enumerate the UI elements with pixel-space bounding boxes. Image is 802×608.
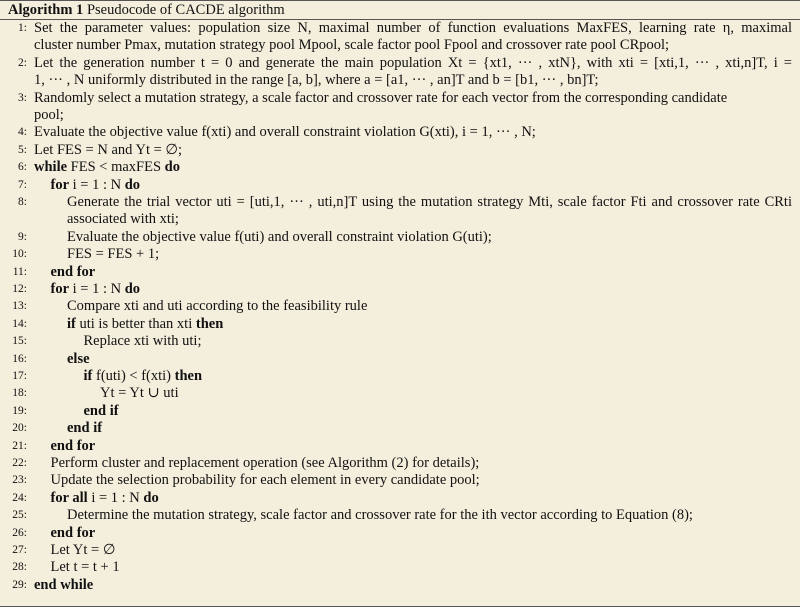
statement-text: i = 1 : N [72, 176, 122, 193]
line-number: 2: [18, 56, 27, 69]
line-number: 21: [12, 439, 27, 452]
line-content [51, 281, 793, 298]
keyword: then [174, 368, 203, 384]
line-content [51, 542, 793, 559]
line-content [67, 316, 792, 333]
statement-text: 1, ··· , N uniformly distributed in the range [a, b], where a = [a1, ··· , an]T and b = [b1, ··· , bn]T; [34, 72, 599, 89]
algorithm-caption: Pseudocode of CACDE algorithm [86, 2, 285, 18]
statement-text: i = 1 : N [91, 489, 140, 506]
line-number: 24: [12, 491, 27, 504]
pseudocode-line [0, 420, 800, 437]
statement-text: Compare xti and uti according to the feasibility rule [67, 298, 368, 315]
line-number: 7: [18, 178, 27, 191]
line-content [34, 37, 792, 54]
statement-text: pool; [34, 107, 64, 123]
line-content [67, 420, 792, 437]
keyword: for all [50, 489, 88, 506]
line-number: 29: [12, 578, 27, 591]
line-number: 18: [12, 387, 27, 400]
keyword: do [143, 489, 159, 506]
pseudocode-line [0, 55, 800, 72]
algorithm-label: Algorithm 1 [8, 2, 84, 18]
pseudocode-line [0, 316, 800, 333]
keyword: while [34, 159, 68, 176]
pseudocode-line [0, 211, 800, 228]
pseudocode-line [0, 577, 800, 594]
pseudocode-line [0, 229, 800, 246]
line-number: 26: [12, 526, 27, 539]
line-content [34, 124, 792, 141]
line-number: 19: [12, 404, 27, 417]
line-content [51, 177, 793, 194]
keyword: end if [67, 420, 103, 437]
line-content [51, 264, 793, 281]
keyword: do [124, 281, 141, 297]
line-content [67, 351, 792, 368]
keyword: do [164, 159, 180, 176]
line-number: 23: [12, 474, 27, 487]
keyword: end while [34, 576, 94, 593]
line-content [34, 142, 792, 159]
line-content [34, 90, 792, 107]
statement-text: Let Yt = ∅ [50, 542, 116, 558]
statement-text: Randomly select a mutation strategy, a scale factor and crossover rate for each vector from the corresponding candidate [34, 89, 728, 106]
pseudocode-line [0, 142, 800, 159]
pseudocode-line [0, 194, 800, 211]
line-number: 17: [12, 370, 27, 382]
pseudocode-line [0, 333, 800, 350]
line-content [34, 72, 792, 89]
line-number: 10: [12, 248, 27, 261]
pseudocode-line [0, 159, 800, 176]
keyword: end if [83, 402, 119, 419]
line-content [67, 298, 792, 315]
statement-text: Replace xti with uti; [83, 333, 202, 350]
line-content [51, 455, 793, 472]
statement-text: Let t = t + 1 [50, 559, 120, 576]
pseudocode-line [0, 124, 800, 141]
pseudocode-line [0, 472, 800, 489]
statement-text: uti is better than xti [79, 315, 193, 332]
pseudocode-line [0, 37, 800, 54]
keyword: end for [50, 263, 96, 280]
pseudocode-line [0, 542, 800, 559]
line-number: 13: [12, 300, 27, 313]
line-content [34, 107, 792, 124]
statement-text: Determine the mutation strategy, scale factor and crossover rate for the ith vector according to Equation (8); [67, 507, 693, 524]
line-number: 3: [18, 91, 27, 104]
line-content [67, 211, 792, 228]
line-content [51, 490, 793, 507]
line-content [34, 577, 792, 594]
keyword: for [50, 281, 70, 297]
line-number: 20: [12, 422, 27, 435]
algorithm-title [8, 2, 285, 19]
line-number: 9: [18, 230, 27, 243]
pseudocode-line [0, 403, 800, 420]
line-number: 8: [18, 196, 27, 208]
pseudocode-line [0, 246, 800, 263]
statement-text: Evaluate the objective value f(uti) and overall constraint violation G(uti); [67, 228, 492, 245]
line-number: 27: [12, 544, 27, 556]
pseudocode-line [0, 264, 800, 281]
line-content [67, 194, 792, 211]
keyword: then [195, 315, 224, 332]
line-number: 4: [18, 126, 27, 139]
statement-text: associated with xti; [67, 211, 179, 228]
statement-text: Yt = Yt ∪ uti [100, 385, 179, 402]
statement-text: Let the generation number t = 0 and generate the main population Xt = {xt1, ··· , xtN}, with xti = [xti,1, ··· , xti,n]T, i = [34, 54, 792, 71]
statement-text: Evaluate the objective value f(xti) and overall constraint violation G(xti), i = 1, ··· , N; [34, 124, 536, 141]
line-number: 5: [18, 143, 27, 156]
pseudocode-line [0, 20, 800, 37]
statement-text: FES = FES + 1; [67, 246, 160, 263]
pseudocode-line [0, 177, 800, 194]
line-content [67, 229, 792, 246]
statement-text: Let FES = N and Yt = ∅; [34, 141, 183, 158]
line-content [34, 55, 792, 72]
pseudocode-line [0, 438, 800, 455]
line-content [84, 368, 793, 385]
pseudocode-line [0, 351, 800, 368]
line-content [84, 333, 793, 350]
pseudocode-line [0, 368, 800, 385]
statement-text: Update the selection probability for each element in every candidate pool; [50, 472, 480, 489]
line-content [51, 438, 793, 455]
line-content [51, 472, 793, 489]
pseudocode-line [0, 281, 800, 298]
keyword: do [124, 176, 141, 193]
line-number: 12: [12, 283, 27, 295]
pseudocode-line [0, 385, 800, 402]
pseudocode-line [0, 525, 800, 542]
line-number: 15: [12, 335, 27, 348]
line-content [34, 159, 792, 176]
pseudocode-line [0, 72, 800, 89]
line-number: 28: [12, 561, 27, 574]
line-content [67, 507, 792, 524]
statement-text: Generate the trial vector uti = [uti,1, ··· , uti,n]T using the mutation strategy Mti, scale factor Fti and crossover rate CRti [67, 194, 792, 210]
line-number: 11: [12, 265, 27, 278]
pseudocode-line [0, 559, 800, 576]
statement-text: i = 1 : N [72, 281, 122, 297]
line-number: 14: [12, 317, 27, 330]
line-number: 16: [12, 352, 27, 365]
pseudocode-line [0, 490, 800, 507]
line-content [34, 20, 792, 37]
keyword: for [50, 176, 70, 193]
statement-text: Set the parameter values: population size N, maximal number of function evaluations MaxFES, learning rate η, maximal [34, 20, 792, 36]
statement-text: f(uti) < f(xti) [95, 368, 171, 384]
line-content [84, 403, 793, 420]
line-content [100, 385, 792, 402]
line-content [51, 525, 793, 542]
line-content [67, 246, 792, 263]
line-number: 25: [12, 509, 27, 522]
keyword: end for [50, 524, 96, 541]
line-content [51, 559, 793, 576]
statement-text: cluster number Pmax, mutation strategy pool Mpool, scale factor pool Fpool and crossover rate pool CRpool; [34, 37, 670, 54]
pseudocode-line [0, 90, 800, 107]
line-number: 22: [12, 457, 27, 469]
pseudocode-line [0, 107, 800, 124]
statement-text: FES < maxFES [70, 159, 162, 176]
pseudocode-line [0, 298, 800, 315]
pseudocode-line [0, 455, 800, 472]
keyword: end for [50, 437, 96, 454]
keyword: if [83, 368, 93, 384]
statement-text: Perform cluster and replacement operation (see Algorithm (2) for details); [50, 455, 480, 471]
line-number: 1: [18, 22, 27, 34]
pseudocode-line [0, 507, 800, 524]
line-number: 6: [18, 161, 27, 174]
keyword: else [67, 350, 90, 367]
keyword: if [67, 315, 76, 332]
